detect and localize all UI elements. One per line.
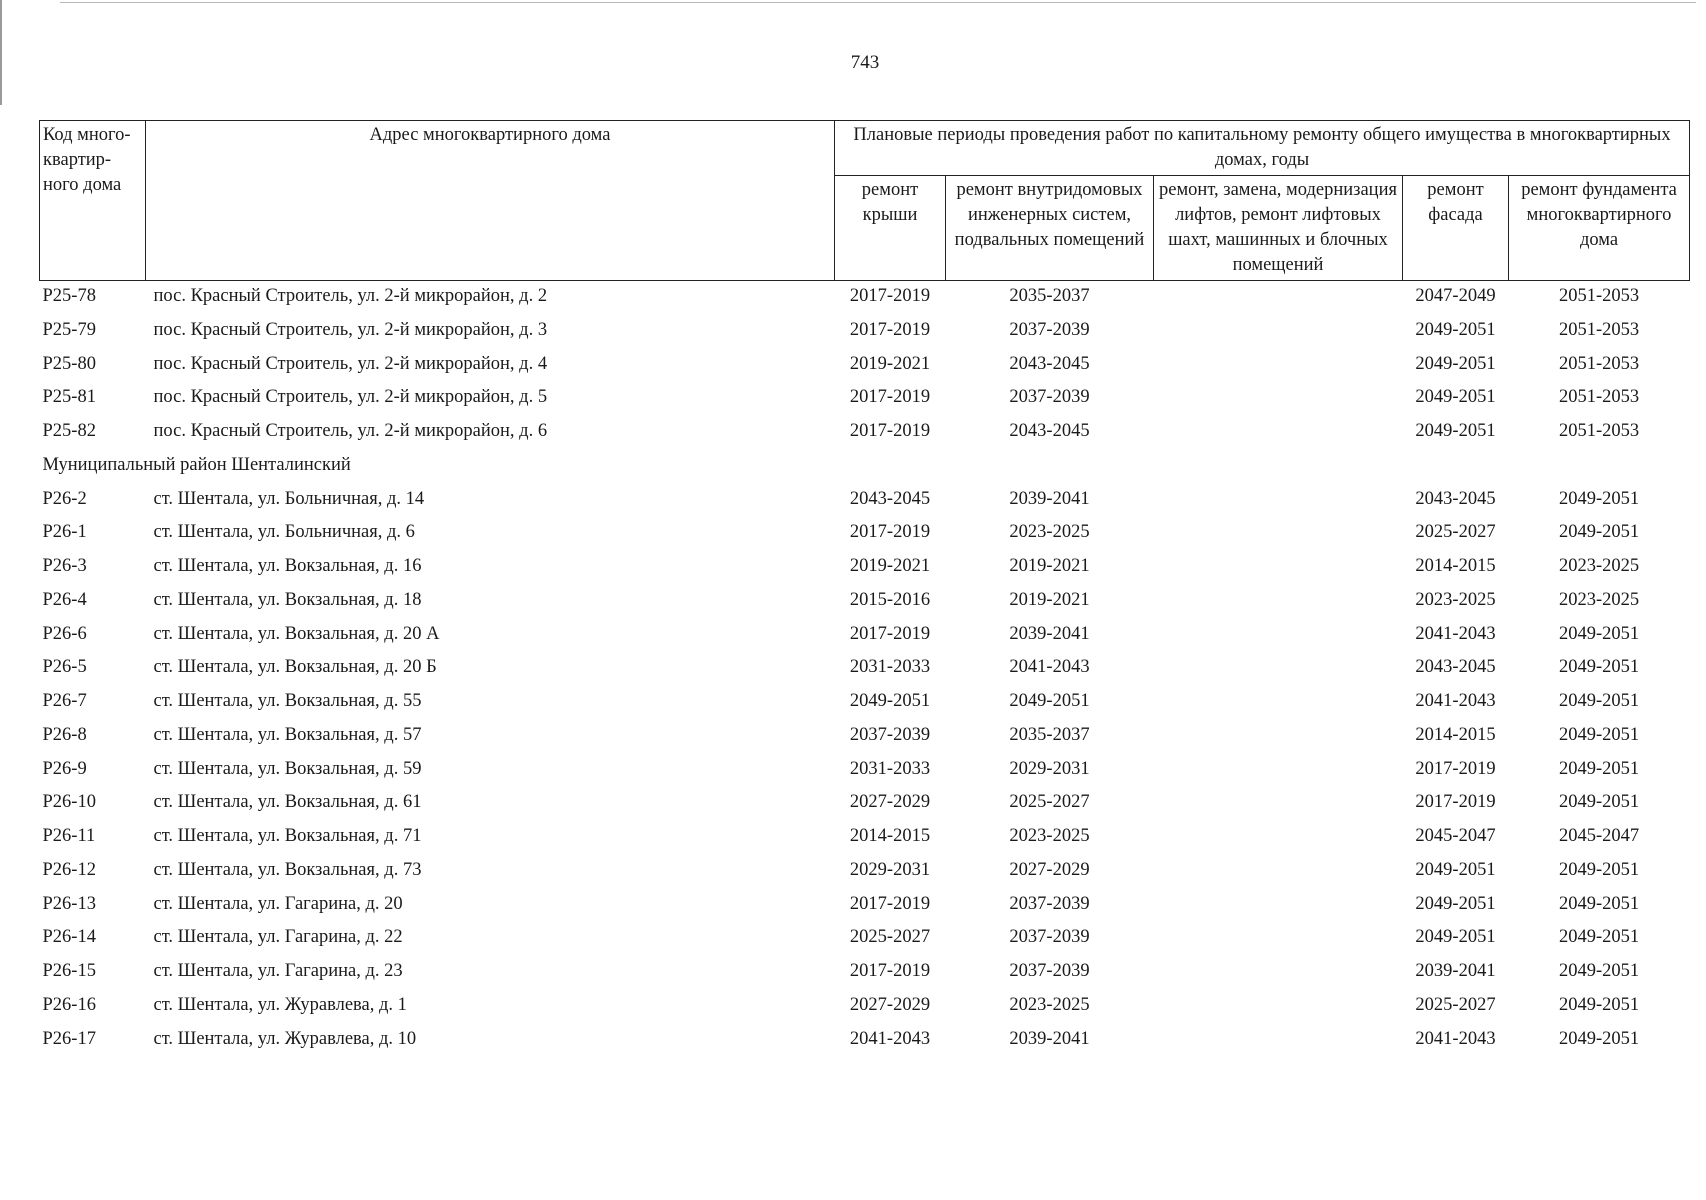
cell-engineering: 2049-2051 — [1009, 691, 1090, 711]
section-title: Муниципальный район Шенталинский — [42, 454, 351, 475]
cell-facade: 2045-2047 — [1415, 826, 1496, 846]
header-facade: ремонт фасада — [1403, 176, 1509, 281]
table-row — [40, 416, 1690, 450]
cell-foundation: 2049-2051 — [1558, 927, 1640, 948]
table-header — [40, 121, 1690, 281]
cell-foundation: 2049-2051 — [1558, 961, 1640, 981]
cell-code: P25-79 — [42, 319, 96, 340]
cell-lifts — [1154, 1024, 1403, 1058]
cell-lifts — [1154, 922, 1403, 956]
cell-engineering: 2043-2045 — [1009, 353, 1090, 374]
cell-roof: 2015-2016 — [849, 589, 931, 610]
cell-facade: 2017-2019 — [1415, 758, 1496, 779]
cell-foundation: 2051-2053 — [1558, 421, 1640, 441]
page-number: 743 — [850, 52, 880, 73]
cell-engineering: 2037-2039 — [1009, 319, 1090, 340]
cell-facade: 2043-2045 — [1415, 488, 1496, 509]
cell-engineering: 2027-2029 — [1009, 859, 1090, 880]
cell-address: ст. Шентала, ул. Вокзальная, д. 71 — [153, 826, 422, 846]
cell-address: ст. Шентала, ул. Гагарина, д. 20 — [153, 893, 403, 914]
cell-code: P26-12 — [42, 859, 96, 880]
cell-foundation: 2049-2051 — [1558, 859, 1640, 880]
cell-lifts — [1154, 652, 1403, 686]
cell-foundation: 2049-2051 — [1558, 623, 1640, 644]
cell-engineering: 2037-2039 — [1009, 387, 1090, 408]
cell-engineering: 2039-2041 — [1009, 623, 1090, 644]
cell-foundation: 2049-2051 — [1558, 758, 1640, 779]
cell-code: P26-1 — [42, 522, 87, 543]
table-row — [40, 652, 1690, 686]
cell-foundation: 2023-2025 — [1558, 556, 1640, 576]
cell-roof: 2017-2019 — [849, 421, 931, 441]
cell-facade: 2041-2043 — [1415, 1028, 1496, 1049]
cell-facade: 2047-2049 — [1415, 286, 1496, 306]
table-row — [40, 551, 1690, 585]
cell-roof: 2025-2027 — [849, 927, 931, 948]
cell-address: ст. Шентала, ул. Вокзальная, д. 20 А — [153, 623, 440, 644]
cell-roof: 2029-2031 — [849, 859, 931, 880]
cell-address: ст. Шентала, ул. Вокзальная, д. 57 — [153, 724, 422, 745]
cell-foundation: 2049-2051 — [1558, 893, 1640, 914]
cell-lifts — [1154, 686, 1403, 720]
cell-lifts — [1154, 619, 1403, 653]
table-row — [40, 1024, 1690, 1058]
cell-facade: 2023-2025 — [1415, 589, 1496, 610]
cell-roof: 2049-2051 — [849, 691, 931, 711]
top-rule — [60, 2, 1696, 3]
repair-schedule-table — [39, 120, 1690, 1057]
cell-code: P26-9 — [42, 758, 87, 779]
header-lifts: ремонт, замена, модернизация лифтов, ремонт лифтовых шахт, машинных и блочных помещений — [1154, 176, 1403, 281]
cell-lifts — [1154, 349, 1403, 383]
cell-roof: 2017-2019 — [849, 387, 931, 408]
cell-roof: 2027-2029 — [849, 994, 931, 1015]
table-row — [40, 315, 1690, 349]
cell-lifts — [1154, 754, 1403, 788]
cell-foundation: 2049-2051 — [1558, 488, 1640, 509]
cell-foundation: 2045-2047 — [1558, 826, 1640, 846]
cell-code: P25-80 — [42, 353, 96, 374]
cell-foundation: 2051-2053 — [1558, 387, 1640, 408]
cell-foundation: 2051-2053 — [1558, 353, 1640, 374]
cell-roof: 2017-2019 — [849, 961, 931, 981]
table-row — [40, 855, 1690, 889]
cell-code: P26-15 — [42, 961, 96, 981]
cell-address: ст. Шентала, ул. Вокзальная, д. 55 — [153, 691, 422, 711]
cell-facade: 2025-2027 — [1415, 994, 1496, 1015]
cell-facade: 2049-2051 — [1415, 927, 1496, 948]
cell-engineering: 2023-2025 — [1009, 522, 1090, 543]
cell-address: пос. Красный Строитель, ул. 2-й микрорайон, д. 6 — [153, 421, 548, 441]
cell-lifts — [1154, 416, 1403, 450]
cell-facade: 2039-2041 — [1415, 961, 1496, 981]
cell-facade: 2043-2045 — [1415, 657, 1496, 678]
cell-engineering: 2037-2039 — [1009, 927, 1090, 948]
cell-lifts — [1154, 855, 1403, 889]
cell-code: P26-13 — [42, 893, 96, 914]
cell-facade: 2017-2019 — [1415, 792, 1496, 813]
cell-engineering: 2025-2027 — [1009, 792, 1090, 813]
cell-foundation: 2051-2053 — [1558, 286, 1640, 306]
cell-address: ст. Шентала, ул. Вокзальная, д. 18 — [153, 589, 422, 610]
header-address: Адрес многоквартирного дома — [146, 121, 835, 281]
cell-roof: 2019-2021 — [849, 556, 931, 576]
cell-foundation: 2023-2025 — [1558, 589, 1640, 610]
cell-engineering: 2023-2025 — [1009, 826, 1090, 846]
table-row — [40, 686, 1690, 720]
table-row — [40, 720, 1690, 754]
cell-facade: 2049-2051 — [1415, 859, 1496, 880]
cell-engineering: 2037-2039 — [1009, 961, 1090, 981]
table-row — [40, 922, 1690, 956]
cell-facade: 2041-2043 — [1415, 623, 1496, 644]
cell-foundation: 2049-2051 — [1558, 1028, 1640, 1049]
cell-address: ст. Шентала, ул. Журавлева, д. 10 — [153, 1028, 417, 1049]
cell-lifts — [1154, 517, 1403, 551]
table-row — [40, 484, 1690, 518]
cell-roof: 2041-2043 — [849, 1028, 931, 1049]
table-row — [40, 585, 1690, 619]
cell-code: P25-81 — [42, 387, 96, 408]
cell-engineering: 2039-2041 — [1009, 1028, 1090, 1049]
table-row — [40, 382, 1690, 416]
cell-code: P26-7 — [42, 691, 87, 711]
cell-code: P26-3 — [42, 556, 87, 576]
cell-roof: 2017-2019 — [849, 893, 931, 914]
header-engineering: ремонт внутридомовых инженерных систем, подвальных помещений — [946, 176, 1154, 281]
cell-facade: 2049-2051 — [1415, 421, 1496, 441]
cell-lifts — [1154, 821, 1403, 855]
cell-address: ст. Шентала, ул. Гагарина, д. 23 — [153, 961, 403, 981]
table-row — [40, 619, 1690, 653]
cell-facade: 2025-2027 — [1415, 522, 1496, 543]
cell-lifts — [1154, 889, 1403, 923]
table-row — [40, 349, 1690, 383]
table-body — [40, 281, 1690, 1058]
cell-roof: 2017-2019 — [849, 319, 931, 340]
cell-foundation: 2049-2051 — [1558, 994, 1640, 1015]
table-row — [40, 990, 1690, 1024]
cell-engineering: 2037-2039 — [1009, 893, 1090, 914]
cell-address: ст. Шентала, ул. Вокзальная, д. 16 — [153, 556, 422, 576]
cell-code: P26-10 — [42, 792, 96, 813]
cell-foundation: 2049-2051 — [1558, 522, 1640, 543]
cell-lifts — [1154, 382, 1403, 416]
cell-foundation: 2049-2051 — [1558, 691, 1640, 711]
cell-engineering: 2029-2031 — [1009, 758, 1090, 779]
cell-facade: 2049-2051 — [1415, 387, 1496, 408]
cell-roof: 2017-2019 — [849, 522, 931, 543]
cell-foundation: 2049-2051 — [1558, 792, 1640, 813]
cell-roof: 2017-2019 — [849, 623, 931, 644]
cell-address: ст. Шентала, ул. Вокзальная, д. 61 — [153, 792, 422, 813]
cell-lifts — [1154, 484, 1403, 518]
table-row — [40, 787, 1690, 821]
cell-roof: 2043-2045 — [849, 488, 931, 509]
cell-lifts — [1154, 720, 1403, 754]
cell-address: пос. Красный Строитель, ул. 2-й микрорайон, д. 2 — [153, 286, 548, 306]
cell-lifts — [1154, 315, 1403, 349]
cell-roof: 2019-2021 — [849, 353, 931, 374]
cell-address: пос. Красный Строитель, ул. 2-й микрорайон, д. 5 — [153, 387, 548, 408]
cell-code: P26-17 — [42, 1028, 96, 1049]
cell-lifts — [1154, 956, 1403, 990]
cell-roof: 2031-2033 — [849, 758, 931, 779]
cell-code: P26-5 — [42, 657, 87, 678]
cell-address: ст. Шентала, ул. Журавлева, д. 1 — [153, 994, 407, 1015]
cell-engineering: 2039-2041 — [1009, 488, 1090, 509]
table-row — [40, 281, 1690, 315]
cell-lifts — [1154, 990, 1403, 1024]
header-foundation: ремонт фундамента многоквартирного дома — [1509, 176, 1690, 281]
cell-code: P25-78 — [42, 286, 96, 306]
cell-facade: 2014-2015 — [1415, 724, 1496, 745]
cell-address: ст. Шентала, ул. Вокзальная, д. 73 — [153, 859, 422, 880]
cell-code: P25-82 — [42, 421, 96, 441]
cell-foundation: 2049-2051 — [1558, 657, 1640, 678]
table-row — [40, 889, 1690, 923]
cell-engineering: 2035-2037 — [1009, 286, 1090, 306]
table-row — [40, 956, 1690, 990]
cell-roof: 2027-2029 — [849, 792, 931, 813]
cell-facade: 2049-2051 — [1415, 319, 1496, 340]
header-row-top — [40, 121, 1690, 176]
cell-engineering: 2019-2021 — [1009, 589, 1090, 610]
cell-facade: 2041-2043 — [1415, 691, 1496, 711]
cell-facade: 2049-2051 — [1415, 353, 1496, 374]
cell-engineering: 2023-2025 — [1009, 994, 1090, 1015]
cell-address: ст. Шентала, ул. Больничная, д. 6 — [153, 522, 415, 543]
cell-facade: 2014-2015 — [1415, 556, 1496, 576]
table-row — [40, 754, 1690, 788]
cell-address: ст. Шентала, ул. Вокзальная, д. 59 — [153, 758, 422, 779]
cell-roof: 2037-2039 — [849, 724, 931, 745]
cell-address: пос. Красный Строитель, ул. 2-й микрорайон, д. 4 — [153, 353, 548, 374]
cell-code: P26-6 — [42, 623, 87, 644]
cell-facade: 2049-2051 — [1415, 893, 1496, 914]
cell-lifts — [1154, 551, 1403, 585]
cell-roof: 2017-2019 — [849, 286, 931, 306]
header-roof: ремонт крыши — [835, 176, 946, 281]
cell-lifts — [1154, 585, 1403, 619]
header-periods-group: Плановые периоды проведения работ по капитальному ремонту общего имущества в многоквартирных домах, годы — [835, 121, 1690, 176]
cell-roof: 2031-2033 — [849, 657, 931, 678]
cell-foundation: 2049-2051 — [1558, 724, 1640, 745]
cell-address: пос. Красный Строитель, ул. 2-й микрорайон, д. 3 — [153, 319, 548, 340]
cell-lifts — [1154, 787, 1403, 821]
table-row — [40, 517, 1690, 551]
cell-code: P26-4 — [42, 589, 87, 610]
cell-roof: 2014-2015 — [849, 826, 931, 846]
header-code: Код много-квартир-ного дома — [40, 121, 146, 281]
cell-engineering: 2043-2045 — [1009, 421, 1090, 441]
cell-code: P26-14 — [42, 927, 96, 948]
cell-lifts — [1154, 281, 1403, 315]
cell-address: ст. Шентала, ул. Вокзальная, д. 20 Б — [153, 657, 437, 678]
cell-code: P26-8 — [42, 724, 87, 745]
section-row — [40, 450, 1690, 484]
cell-code: P26-16 — [42, 994, 96, 1015]
cell-address: ст. Шентала, ул. Больничная, д. 14 — [153, 488, 425, 509]
cell-foundation: 2051-2053 — [1558, 319, 1640, 340]
cell-engineering: 2019-2021 — [1009, 556, 1090, 576]
cell-engineering: 2041-2043 — [1009, 657, 1090, 678]
cell-code: P26-11 — [42, 826, 96, 846]
cell-address: ст. Шентала, ул. Гагарина, д. 22 — [153, 927, 403, 948]
cell-engineering: 2035-2037 — [1009, 724, 1090, 745]
cell-code: P26-2 — [42, 488, 87, 509]
table-row — [40, 821, 1690, 855]
